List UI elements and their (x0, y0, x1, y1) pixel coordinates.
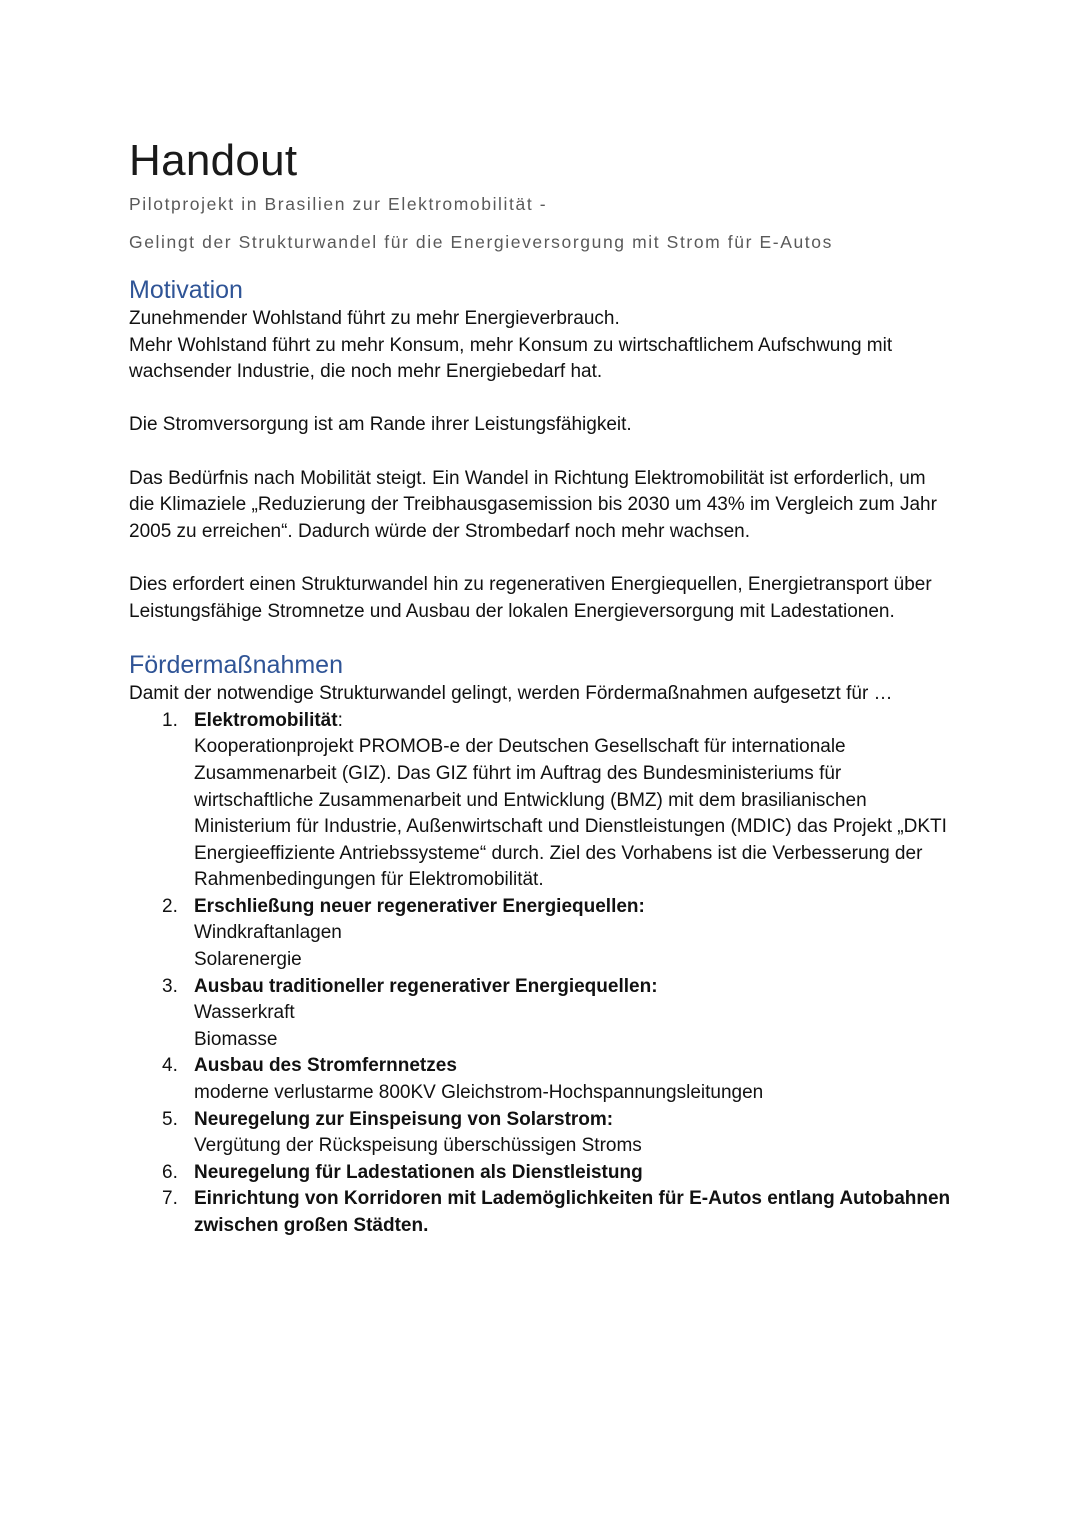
list-item-title: Einrichtung von Korridoren mit Lademöglichkeiten für E-Autos entlang Autobahnen zwischen großen Städten. (194, 1188, 951, 1236)
list-item-title: Neuregelung für Ladestationen als Dienstleistung (194, 1161, 643, 1183)
motivation-paragraph-4: Dies erfordert einen Strukturwandel hin zu regenerativen Energiequellen, Energietransport über Leistungsfähige Stromnetze und Ausbau der lokalen Energieversorgung mit Ladestationen. (129, 573, 932, 622)
list-item (129, 708, 951, 894)
subtitle-line-1: Pilotprojekt in Brasilien zur Elektromobilität - (129, 194, 548, 214)
list-item (129, 1053, 951, 1106)
foerdermassnahmen-heading: Fördermaßnahmen (129, 651, 343, 680)
list-number: 6. (162, 1161, 178, 1183)
list-item-title: Elektromobilität (194, 709, 338, 731)
list-item-title-suffix: : (337, 709, 343, 731)
motivation-line-2: Mehr Wohlstand führt zu mehr Konsum, mehr Konsum zu wirtschaftlichem Aufschwung mit wachsender Industrie, die noch mehr Energiebedarf hat. (129, 334, 893, 383)
list-number: 2. (162, 895, 178, 917)
list-item-text: Wasserkraft (194, 1002, 295, 1024)
list-item (129, 1160, 951, 1187)
list-number: 7. (162, 1188, 178, 1210)
list-item-title: Neuregelung zur Einspeisung von Solarstrom: (194, 1108, 614, 1130)
list-item-text: Windkraftanlagen (194, 922, 342, 944)
subtitle-line-2: Gelingt der Strukturwandel für die Energieversorgung mit Strom für E-Autos (129, 232, 833, 252)
list-item (129, 894, 951, 974)
list-item-text: Kooperationprojekt PROMOB-e der Deutschen Gesellschaft für internationale Zusammenarbeit (GIZ). Das GIZ führt im Auftrag des Bundesministeriums für wirtschaftliche Zusammenarbeit und Entwicklung (BMZ) mit dem brasilianischen Ministerium für Industrie, Außenwirtschaft und Dienstleistungen (MDIC) das Projekt „DKTI Energieeffiziente Antriebssysteme“ durch. Ziel des Vorhabens ist die Verbesserung der Rahmenbedingungen für Elektromobilität. (194, 736, 947, 891)
document-title: Handout (129, 136, 298, 185)
list-item-title: Erschließung neuer regenerativer Energiequellen: (194, 895, 645, 917)
measures-list (129, 708, 951, 1240)
motivation-paragraph-3: Das Bedürfnis nach Mobilität steigt. Ein Wandel in Richtung Elektromobilität ist erforderlich, um die Klimaziele „Reduzierung der Treibhausgasemission bis 2030 um 43% im Vergleich zum Jahr 2005 zu erreichen“. Dadurch würde der Strombedarf noch mehr wachsen. (129, 467, 937, 542)
list-item (129, 974, 951, 1054)
motivation-line-1: Zunehmender Wohlstand führt zu mehr Energieverbrauch. (129, 308, 620, 329)
list-number: 3. (162, 975, 178, 997)
list-number: 1. (162, 709, 178, 731)
list-number: 5. (162, 1108, 178, 1130)
list-item-text: moderne verlustarme 800KV Gleichstrom-Hochspannungsleitungen (194, 1082, 764, 1104)
motivation-paragraph-2: Die Stromversorgung ist am Rande ihrer Leistungsfähigkeit. (129, 414, 632, 436)
foerdermassnahmen-intro: Damit der notwendige Strukturwandel gelingt, werden Fördermaßnahmen aufgesetzt für … (129, 683, 893, 705)
list-item-title: Ausbau des Stromfernnetzes (194, 1055, 457, 1077)
list-item (129, 1107, 951, 1160)
list-item-title: Ausbau traditioneller regenerativer Energiequellen: (194, 975, 658, 997)
list-item (129, 1186, 951, 1239)
list-item-text: Vergütung der Rückspeisung überschüssigen Stroms (194, 1135, 642, 1157)
document-page (129, 132, 951, 1240)
list-item-text: Biomasse (194, 1028, 278, 1050)
motivation-heading: Motivation (129, 276, 243, 304)
list-item-text: Solarenergie (194, 949, 302, 971)
list-number: 4. (162, 1055, 178, 1077)
